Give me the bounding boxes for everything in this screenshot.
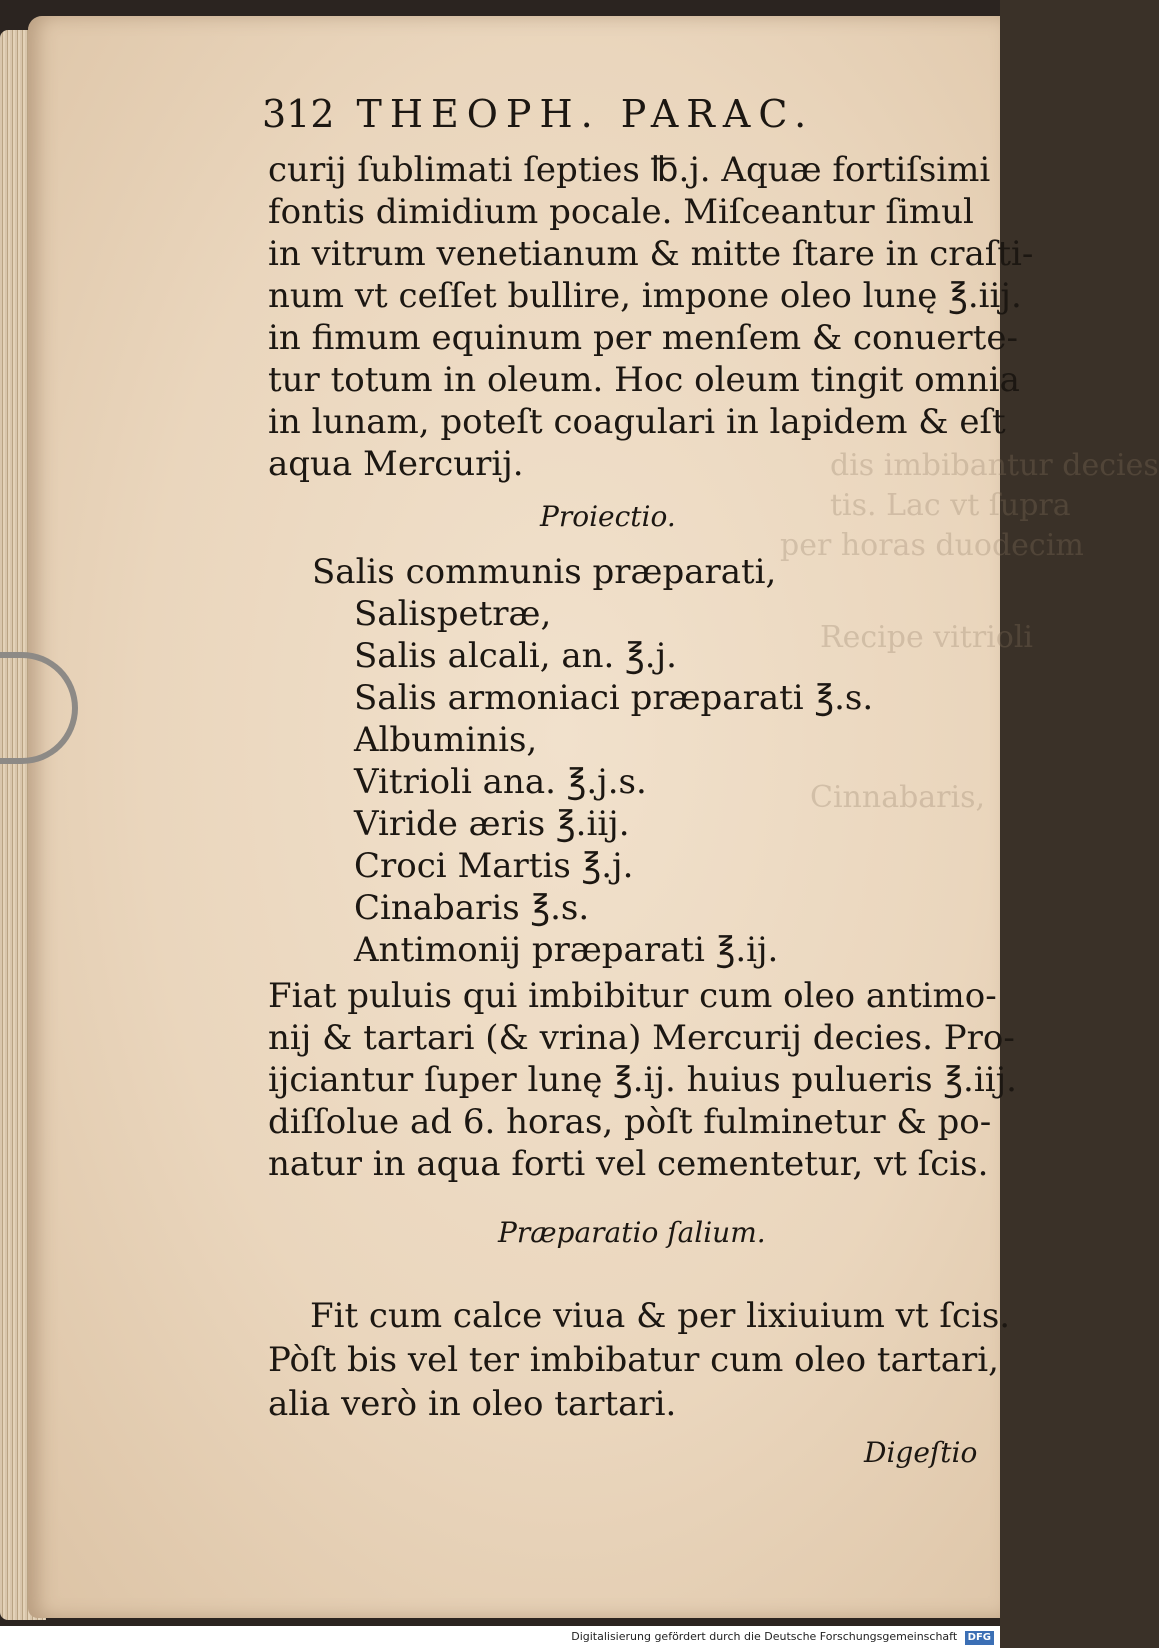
paragraph-line: nij & tartari (& vrina) Mercurij decies. Pro- (268, 1018, 1015, 1058)
body-line: tur totum in oleum. Hoc oleum tingit omnia (268, 360, 1020, 400)
paragraph-line: ijciantur ſuper lunę ℥.ij. huius pulueris ℥.iij. (268, 1060, 1017, 1100)
section-heading-praeparatio: Præparatio ſalium. (498, 1216, 766, 1249)
bleed-through-text: dis imbibantur decies (830, 448, 1159, 483)
dfg-logo: DFG (965, 1631, 994, 1645)
digitization-credit-bar (0, 1626, 1000, 1648)
body-line: fontis dimidium pocale. Miſceantur ſimul (268, 192, 974, 232)
recipe-item: Antimonij præparati ℥.ij. (354, 930, 779, 970)
body-line: in lunam, poteſt coagulari in lapidem & eſt (268, 402, 1006, 442)
bleed-through-text: per horas duodecim (780, 528, 1084, 563)
paragraph-line: Fiat puluis qui imbibitur cum oleo antimo- (268, 976, 997, 1016)
paragraph-line: diſſolue ad 6. horas, pòſt fulminetur & po- (268, 1102, 992, 1142)
paragraph-line: natur in aqua forti vel cementetur, vt ſcis. (268, 1144, 989, 1184)
body-line: in vitrum venetianum & mitte ſtare in craſti- (268, 234, 1034, 274)
recipe-item: Salispetræ, (354, 594, 552, 634)
running-title: THEOPH. PARAC. (356, 92, 815, 136)
body-line: aqua Mercurij. (268, 444, 524, 484)
running-header (262, 92, 814, 136)
bleed-through-text: tis. Lac vt ſupra (830, 488, 1071, 523)
catchword: Digeſtio (864, 1436, 978, 1469)
recipe-item: Viride æris ℥.iij. (354, 804, 630, 844)
credit-text: Digitalisierung gefördert durch die Deutsche Forschungsgemeinschaft (571, 1630, 958, 1643)
section-heading-proiectio: Proiectio. (540, 500, 676, 533)
recipe-item: Salis alcali, an. ℥.j. (354, 636, 677, 676)
page-number: 312 (262, 92, 335, 136)
body-line: num vt ceſſet bullire, impone oleo lunę ℥.iij. (268, 276, 1022, 316)
bleed-through-text: Recipe vitrioli (820, 620, 1034, 655)
paragraph-line: Fit cum calce viua & per lixiuium vt ſcis. (310, 1296, 1011, 1336)
recipe-item: Albuminis, (354, 720, 538, 760)
paragraph-line: alia verò in oleo tartari. (268, 1384, 677, 1424)
recipe-item: Vitrioli ana. ℥.j.s. (354, 762, 647, 802)
recipe-item: Cinabaris ℥.s. (354, 888, 590, 928)
recipe-item: Croci Martis ℥.j. (354, 846, 634, 886)
bleed-through-text: Cinnabaris, (810, 780, 986, 815)
body-line: in fimum equinum per menſem & conuerte- (268, 318, 1018, 358)
paragraph-line: Pòſt bis vel ter imbibatur cum oleo tartari, (268, 1340, 999, 1380)
body-line: curij ſublimati ſepties ℔.j. Aquæ fortiſsimi (268, 150, 991, 190)
recipe-item: Salis armoniaci præparati ℥.s. (354, 678, 874, 718)
recipe-first-item: Salis communis præparati, (312, 552, 777, 592)
